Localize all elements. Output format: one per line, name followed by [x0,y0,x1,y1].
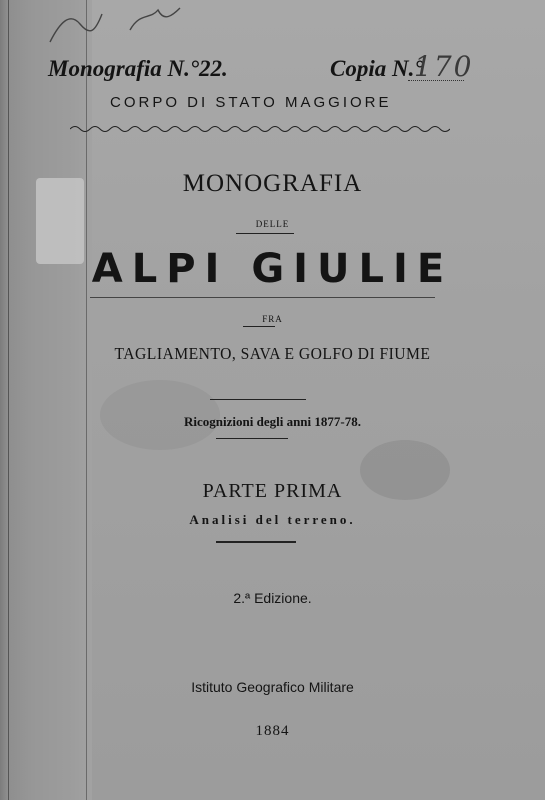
copia-label: Copia N.° [330,56,424,81]
wavy-rule [70,122,450,136]
copia-number: 170 [414,50,474,83]
copia-dotted-line [408,80,464,81]
title-line1: MONOGRAFIA [182,170,363,197]
part-name: PARTE PRIMA [202,480,343,502]
monografia-number: Monografia N.°22. [48,56,228,81]
edition: 2.ª Edizione. [233,590,312,606]
delle-underline [236,233,294,234]
issuer: CORPO DI STATO MAGGIORE [110,94,392,111]
survey-rule [216,438,288,439]
title-subtitle: TAGLIAMENTO, SAVA E GOLFO DI FIUME [114,344,431,363]
survey-years: Ricognizioni degli anni 1877-78. [184,414,361,429]
part-subtitle: Analisi del terreno. [189,512,356,527]
publisher: Istituto Geografico Militare [191,679,354,695]
title-connector-fra: FRA [262,314,283,324]
title-main: ALPI GIULIE [91,246,454,292]
fra-underline [243,326,275,327]
part-rule [216,541,296,543]
title-connector-delle: DELLE [255,219,290,229]
handwritten-scribble [40,2,200,50]
subtitle-rule [210,399,306,400]
title-main-underline [90,297,435,298]
publication-year: 1884 [255,723,290,739]
